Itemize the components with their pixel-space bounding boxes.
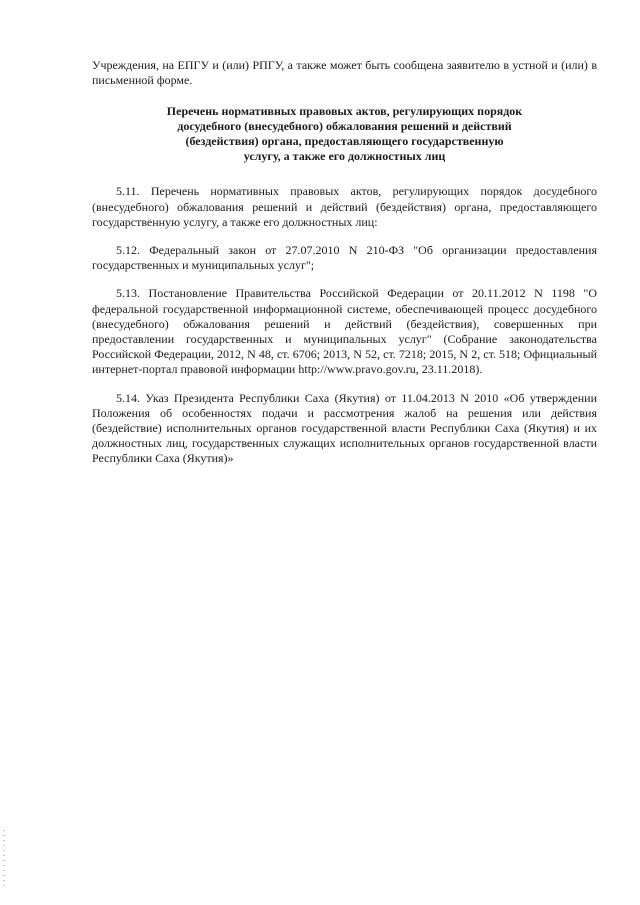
paragraph-5-12: 5.12. Федеральный закон от 27.07.2010 N 210-ФЗ "Об организации предоставления государственных и муниципальных услуг"; bbox=[92, 243, 597, 273]
document-page bbox=[92, 58, 597, 480]
section-heading bbox=[135, 104, 555, 164]
heading-line: досудебного (внесудебного) обжалования решений и действий bbox=[177, 119, 512, 134]
intro-paragraph: Учреждения, на ЕПГУ и (или) РПГУ, а также может быть сообщена заявителю в устной и (или) в письменной форме. bbox=[92, 58, 597, 88]
paragraph-5-13: 5.13. Постановление Правительства Российской Федерации от 20.11.2012 N 1198 "О федеральной государственной информационной системе, обеспечивающей процесс досудебного (внесудебного) обжалования решений и действий (бездействия), совершенных при предоставлении государственных и муниципальных услуг" (Собрание законодательства Российской Федерации, 2012, N 48, ст. 6706; 2013, N 52, ст. 7218; 2015, N 2, ст. 518; Официальный интернет-портал правовой информации http://www.pravo.gov.ru, 23.11.2018). bbox=[92, 286, 597, 377]
paragraph-5-11: 5.11. Перечень нормативных правовых актов, регулирующих порядок досудебного (внесудебного) обжалования решений и действий (бездействия) органа, предоставляющего государственную услугу, а также его должностных лиц: bbox=[92, 184, 597, 229]
paragraph-5-14: 5.14. Указ Президента Республики Саха (Якутия) от 11.04.2013 N 2010 «Об утверждении Положения об особенностях подачи и рассмотрения жалоб на решения или действия (бездействие) исполнительных органов государственной власти Республики Саха (Якутия) и их должностных лиц, государственных служащих исполнительных органов государственной власти Республики Саха (Якутия)» bbox=[92, 390, 597, 466]
heading-line: (бездействия) органа, предоставляющего государственную bbox=[185, 134, 504, 149]
heading-line: услугу, а также его должностных лиц bbox=[243, 149, 446, 164]
scan-margin-marks bbox=[3, 830, 5, 890]
heading-line: Перечень нормативных правовых актов, регулирующих порядок bbox=[166, 104, 523, 119]
